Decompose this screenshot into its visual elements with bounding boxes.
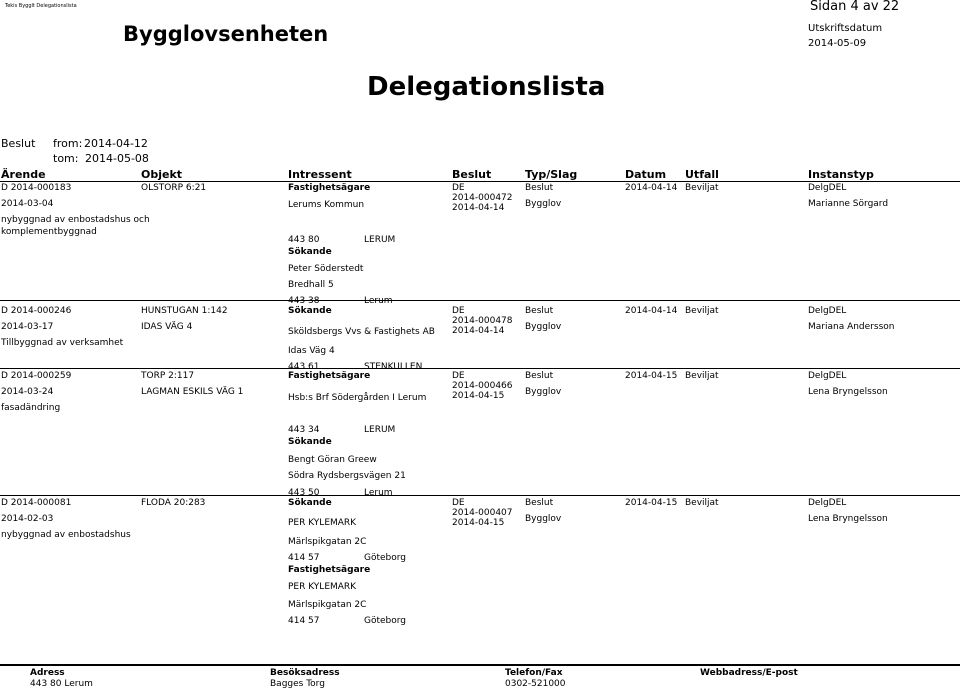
date: 2014-04-15 — [625, 371, 678, 381]
col-utfall: Utfall — [685, 168, 719, 181]
party-line: Sökande — [288, 306, 332, 316]
handler: Lena Bryngelsson — [808, 387, 888, 397]
date: 2014-04-14 — [625, 306, 678, 316]
date: 2014-04-15 — [625, 498, 678, 508]
footer-besok-value: Bagges Torg — [270, 679, 325, 689]
party-line: 414 57 — [288, 553, 320, 563]
party-line: Lerums Kommun — [288, 200, 365, 210]
decision-number: 2014-000478 — [452, 316, 513, 326]
party-line: Fastighetsägare — [288, 371, 371, 381]
filter-from-label: from: — [53, 137, 83, 150]
col-typslag: Typ/Slag — [525, 168, 578, 181]
col-arende: Ärende — [1, 168, 46, 181]
object-property: OLSTORP 6:21 — [141, 183, 207, 193]
col-datum: Datum — [625, 168, 667, 181]
handler: Marianne Sörgard — [808, 199, 889, 209]
decision-date: 2014-04-14 — [452, 326, 505, 336]
party-city: Lerum — [364, 488, 393, 498]
type: Beslut — [525, 306, 554, 316]
party-line: Sökande — [288, 247, 332, 257]
decision-code: DE — [452, 183, 465, 193]
party-line: 443 50 — [288, 488, 320, 498]
col-beslut: Beslut — [452, 168, 492, 181]
outcome: Beviljat — [685, 498, 719, 508]
filter-type: Beslut — [1, 137, 36, 150]
kind: Bygglov — [525, 199, 562, 209]
filter-from-date: 2014-04-12 — [84, 137, 148, 150]
object-address: LAGMAN ESKILS VÄG 1 — [141, 387, 244, 397]
kind: Bygglov — [525, 514, 562, 524]
decision-code: DE — [452, 371, 465, 381]
party-city: STENKULLEN — [364, 362, 423, 372]
party-line: Södra Rydsbergsvägen 21 — [288, 471, 406, 481]
col-instanstyp: Instanstyp — [808, 168, 874, 181]
outcome: Beviljat — [685, 306, 719, 316]
decision-number: 2014-000466 — [452, 381, 513, 391]
party-city: Göteborg — [364, 553, 407, 563]
record-divider — [0, 300, 960, 301]
case-description: fasadändring — [1, 403, 61, 413]
print-date-label: Utskriftsdatum — [808, 23, 883, 34]
case-id: D 2014-000081 — [1, 498, 72, 508]
party-line: Sköldsbergs Vvs & Fastighets AB — [288, 327, 435, 337]
party-line: PER KYLEMARK — [288, 582, 357, 592]
party-line: Fastighetsägare — [288, 183, 371, 193]
party-line: Idas Väg 4 — [288, 346, 335, 356]
party-line: Hsb:s Brf Södergården I Lerum — [288, 393, 427, 403]
date: 2014-04-14 — [625, 183, 678, 193]
kind: Bygglov — [525, 322, 562, 332]
decision-date: 2014-04-15 — [452, 391, 505, 401]
instance-type: DelgDEL — [808, 306, 847, 316]
party-line: 443 80 — [288, 235, 320, 245]
decision-date: 2014-04-15 — [452, 518, 505, 528]
party-line: 443 61 — [288, 362, 320, 372]
footer-rule — [0, 664, 960, 666]
case-description: nybyggnad av enbostadshus och — [1, 215, 150, 225]
object-property: FLODA 20:283 — [141, 498, 206, 508]
object-address: IDAS VÄG 4 — [141, 322, 193, 332]
decision-code: DE — [452, 306, 465, 316]
party-line: Sökande — [288, 437, 332, 447]
case-description: nybyggnad av enbostadshus — [1, 530, 131, 540]
record-divider — [0, 495, 960, 496]
footer-tel-label: Telefon/Fax — [505, 668, 563, 678]
filter-to-label: tom: — [53, 152, 79, 165]
col-objekt: Objekt — [141, 168, 183, 181]
party-city: LERUM — [364, 235, 396, 245]
footer-tel-value: 0302-521000 — [505, 679, 566, 689]
case-date: 2014-03-04 — [1, 199, 54, 209]
party-city: Lerum — [364, 296, 393, 306]
footer-adress-value: 443 80 Lerum — [30, 679, 93, 689]
party-line: Fastighetsägare — [288, 565, 371, 575]
party-line: Märlspikgatan 2C — [288, 537, 367, 547]
handler: Mariana Andersson — [808, 322, 895, 332]
handler: Lena Bryngelsson — [808, 514, 888, 524]
decision-number: 2014-000472 — [452, 193, 513, 203]
case-description: Tillbyggnad av verksamhet — [1, 338, 124, 348]
type: Beslut — [525, 371, 554, 381]
footer-besok-label: Besöksadress — [270, 668, 340, 678]
kind: Bygglov — [525, 387, 562, 397]
party-line: Märlspikgatan 2C — [288, 600, 367, 610]
object-property: HUNSTUGAN 1:142 — [141, 306, 228, 316]
party-line: 443 34 — [288, 425, 320, 435]
party-city: Göteborg — [364, 616, 407, 626]
col-intressent: Intressent — [288, 168, 352, 181]
party-line: Bengt Göran Greew — [288, 455, 377, 465]
print-date: 2014-05-09 — [808, 38, 867, 49]
case-date: 2014-02-03 — [1, 514, 54, 524]
instance-type: DelgDEL — [808, 498, 847, 508]
type: Beslut — [525, 183, 554, 193]
header-rule — [0, 181, 960, 182]
party-line: 414 57 — [288, 616, 320, 626]
footer-adress-label: Adress — [30, 668, 65, 678]
case-description: komplementbyggnad — [1, 227, 97, 237]
org-title: Bygglovsenheten — [123, 22, 329, 46]
instance-type: DelgDEL — [808, 371, 847, 381]
case-date: 2014-03-24 — [1, 387, 54, 397]
party-line: 443 38 — [288, 296, 320, 306]
case-id: D 2014-000246 — [1, 306, 72, 316]
footer-web-label: Webbadress/E-post — [700, 668, 798, 678]
filter-to-date: 2014-05-08 — [85, 152, 149, 165]
party-city: LERUM — [364, 425, 396, 435]
page-number: Sidan 4 av 22 — [810, 0, 900, 14]
case-id: D 2014-000183 — [1, 183, 72, 193]
case-date: 2014-03-17 — [1, 322, 54, 332]
decision-date: 2014-04-14 — [452, 203, 505, 213]
record-divider — [0, 368, 960, 369]
party-line: PER KYLEMARK — [288, 518, 357, 528]
top-left-note: Tekis Bygglt Delegationslista — [5, 3, 77, 9]
case-id: D 2014-000259 — [1, 371, 72, 381]
decision-code: DE — [452, 498, 465, 508]
type: Beslut — [525, 498, 554, 508]
doc-title: Delegationslista — [367, 72, 606, 102]
decision-number: 2014-000407 — [452, 508, 513, 518]
outcome: Beviljat — [685, 371, 719, 381]
instance-type: DelgDEL — [808, 183, 847, 193]
party-line: Bredhall 5 — [288, 280, 334, 290]
outcome: Beviljat — [685, 183, 719, 193]
object-property: TORP 2:117 — [141, 371, 195, 381]
party-line: Sökande — [288, 498, 332, 508]
party-line: Peter Söderstedt — [288, 264, 364, 274]
